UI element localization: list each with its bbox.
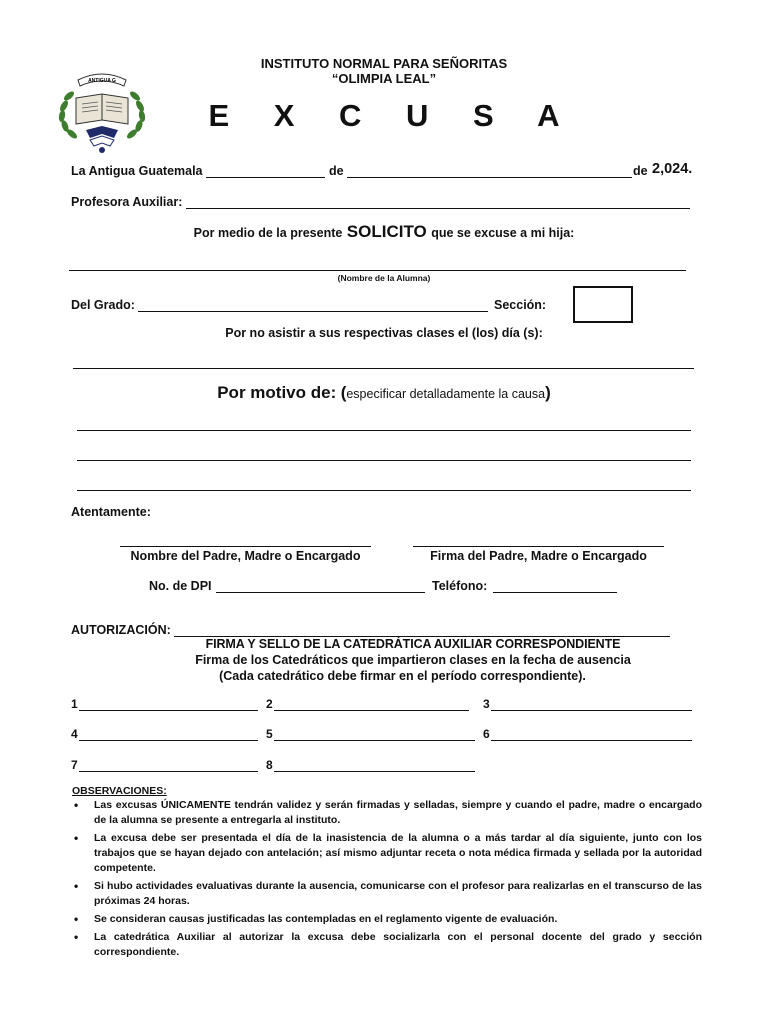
period-5-signature-field[interactable] [274,740,475,741]
period-number-3: 3 [483,697,490,711]
period-7-signature-field[interactable] [79,771,258,772]
city-label: La Antigua Guatemala [71,164,203,178]
absence-text: Por no asistir a sus respectivas clases el (los) día (s): [225,326,543,340]
period-number-2: 2 [266,697,273,711]
auth-caption-2: Firma de los Catedráticos que impartieron clases en la fecha de ausencia [195,653,631,667]
period-2-signature-field[interactable] [274,710,469,711]
grade-label: Del Grado: [71,298,135,312]
authorization-label: AUTORIZACIÓN: [71,623,171,637]
reason-hint: especificar detalladamente la causa [346,387,546,401]
reason-line-3[interactable] [77,490,691,491]
observations-title: OBSERVACIONES: [72,785,167,797]
period-1-signature-field[interactable] [79,710,258,711]
request-prefix: Por medio de la presente [193,226,343,240]
request-keyword: SOLICITO [346,222,427,241]
de-label-1: de [329,164,344,178]
observation-item: • Se consideran causas justificadas las contempladas en el reglamento vigente de evaluación. [72,912,702,927]
reason-line-1[interactable] [77,430,691,431]
day-field[interactable] [206,177,325,178]
observation-item: • Si hubo actividades evaluativas durante la ausencia, comunicarse con el profesor para realizarlas en el transcurso de las próximas 24 horas. [72,879,702,909]
dpi-field[interactable] [216,592,425,593]
observation-item: • La excusa debe ser presentada el día de la inasistencia de la alumna o a más tardar al día siguiente, junto con los trabajos que se hayan dejado con antelación; así mismo adjuntar receta o nota médica firmada y sellada por la autoridad competente. [72,831,702,876]
request-sentence [0,222,768,242]
form-title: E X C U S A [208,98,578,133]
parent-name-field[interactable] [120,546,371,547]
student-name-caption: (Nombre de la Alumna) [337,273,431,283]
teacher-field[interactable] [186,208,690,209]
auth-caption-1: FIRMA Y SELLO DE LA CATEDRÁTICA AUXILIAR CORRESPONDIENTE [205,637,621,651]
de-label-2: de [633,164,648,178]
year-text: 2,024 [652,161,689,177]
period-number-8: 8 [266,758,273,772]
period-number-5: 5 [266,727,273,741]
observations-section [72,785,702,963]
seal-banner-text: ANTIGUA G [88,78,116,84]
section-label: Sección: [494,298,547,312]
school-name: “OLIMPIA LEAL” [331,71,437,86]
observations-list [72,798,702,960]
section-box-field[interactable] [573,286,633,323]
reason-line-2[interactable] [77,460,691,461]
period-8-signature-field[interactable] [274,771,475,772]
period-3-signature-field[interactable] [491,710,692,711]
reason-open-paren: ( [340,383,347,402]
reason-heading [0,383,768,403]
phone-field[interactable] [493,592,617,593]
parent-signature-field[interactable] [413,546,664,547]
dpi-label: No. de DPI [149,579,212,593]
phone-label: Teléfono: [432,579,488,593]
period-number-7: 7 [71,758,78,772]
reason-close-paren: ) [545,383,551,402]
period-4-signature-field[interactable] [79,740,258,741]
month-field[interactable] [347,177,632,178]
period-number-1: 1 [71,697,78,711]
parent-signature-caption: Firma del Padre, Madre o Encargado [430,549,647,563]
year-period: . [688,161,693,177]
year-value [652,161,692,177]
student-name-field[interactable] [69,270,686,271]
auth-caption-3: (Cada catedrático debe firmar en el período correspondiente). [219,669,586,683]
institution-name: INSTITUTO NORMAL PARA SEÑORITAS [260,56,508,71]
grade-field[interactable] [138,311,488,312]
reason-label: Por motivo de: [217,383,337,402]
teacher-label: Profesora Auxiliar: [71,195,183,209]
observation-item: • La catedrática Auxiliar al autorizar la excusa debe socializarla con el personal docente del grado y sección correspondiente. [72,930,702,960]
period-6-signature-field[interactable] [491,740,692,741]
observation-item: • Las excusas ÚNICAMENTE tendrán validez y serán firmadas y selladas, siempre y cuando el padre, madre o encargado de la alumna se presente a entregarla al instituto. [72,798,702,828]
period-number-6: 6 [483,727,490,741]
closing-label: Atentamente: [71,505,151,519]
absence-days-field[interactable] [73,368,694,369]
request-suffix: que se excuse a mi hija: [431,226,575,240]
period-number-4: 4 [71,727,78,741]
parent-name-caption: Nombre del Padre, Madre o Encargado [130,549,361,563]
